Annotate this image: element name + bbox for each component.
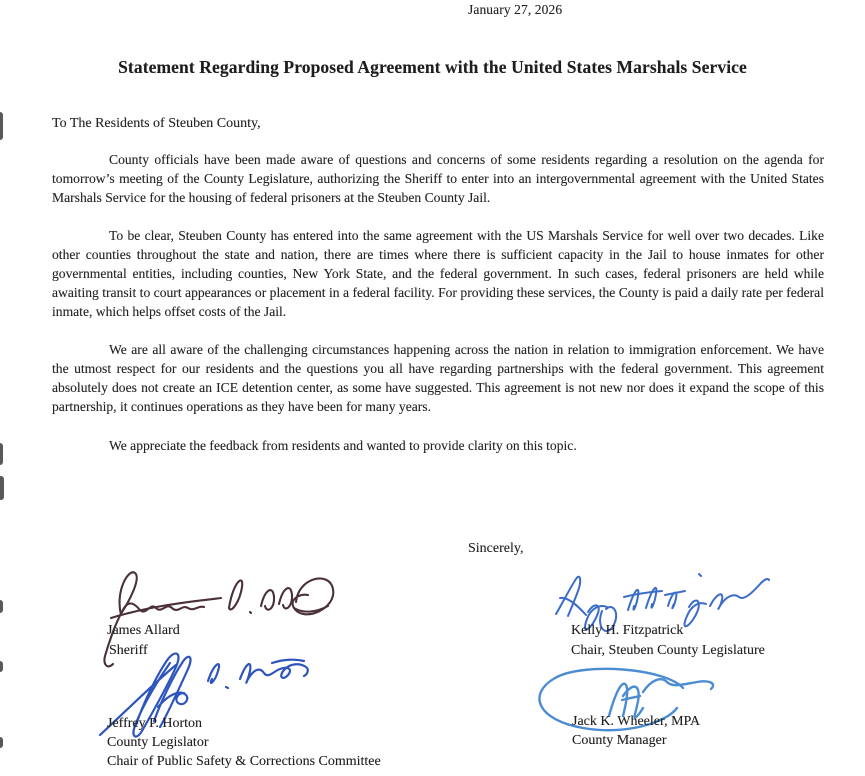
signatory-title: Chair, Steuben County Legislature <box>571 643 765 658</box>
paragraph-2: To be clear, Steuben County has entered into the same agreement with the US Marshals Service for well over two decades. Like other counties throughout the state and nation, there are times where there is sufficient capacity in the Jail to house inmates for other governmental entities, including counties, New York State, and the federal government. In such cases, federal prisoners are held while awaiting transit to court appearances or placement in a federal facility. For providing these services, the County is paid a daily rate per federal inmate, which helps offset costs of the Jail. <box>52 228 824 319</box>
signatory-name: Kelly H. Fitzpatrick <box>571 623 684 638</box>
signatory-name: James Allard <box>107 623 180 638</box>
signatory-title: County Legislator <box>107 735 209 750</box>
paragraph-3: We are all aware of the challenging circumstances happening across the nation in relation to immigration enforcement. We have the utmost respect for our residents and the questions you all have regarding partnerships with the federal government. This agreement absolutely does not create an ICE detention center, as some have suggested. This agreement is not new nor does it expand the scope of this partnership, it continues operations as they have been for many years. <box>52 342 824 414</box>
signatory-title: Sheriff <box>109 643 148 658</box>
signatory-name: Jeffrey P. Horton <box>107 716 203 731</box>
letter-title: Statement Regarding Proposed Agreement with the United States Marshals Service <box>118 57 747 77</box>
paragraph-1: County officials have been made aware of questions and concerns of some residents regarding a resolution on the agenda for tomorrow’s meeting of the County Legislature, authorizing the Sheriff to enter into an intergovernmental agreement with the United States Marshals Service for the housing of federal prisoners at the Steuben County Jail. <box>52 152 824 205</box>
paragraph-4: We appreciate the feedback from residents and wanted to provide clarity on this topic. <box>109 437 577 453</box>
scan-artifact <box>0 737 3 748</box>
scan-artifact <box>0 600 3 613</box>
scan-artifact <box>0 661 3 672</box>
signatory-title: County Manager <box>572 733 667 748</box>
signatory-title: Chair of Public Safety & Corrections Committee <box>107 754 381 769</box>
scan-artifact <box>0 476 4 500</box>
scan-artifact <box>0 443 3 465</box>
closing-sincerely: Sincerely, <box>468 541 524 556</box>
salutation: To The Residents of Steuben County, <box>52 116 261 131</box>
signatory-name: Jack K. Wheeler, MPA <box>572 714 701 729</box>
letter-date: January 27, 2026 <box>468 2 563 17</box>
scan-artifact <box>0 112 3 140</box>
letter-body <box>52 151 824 475</box>
